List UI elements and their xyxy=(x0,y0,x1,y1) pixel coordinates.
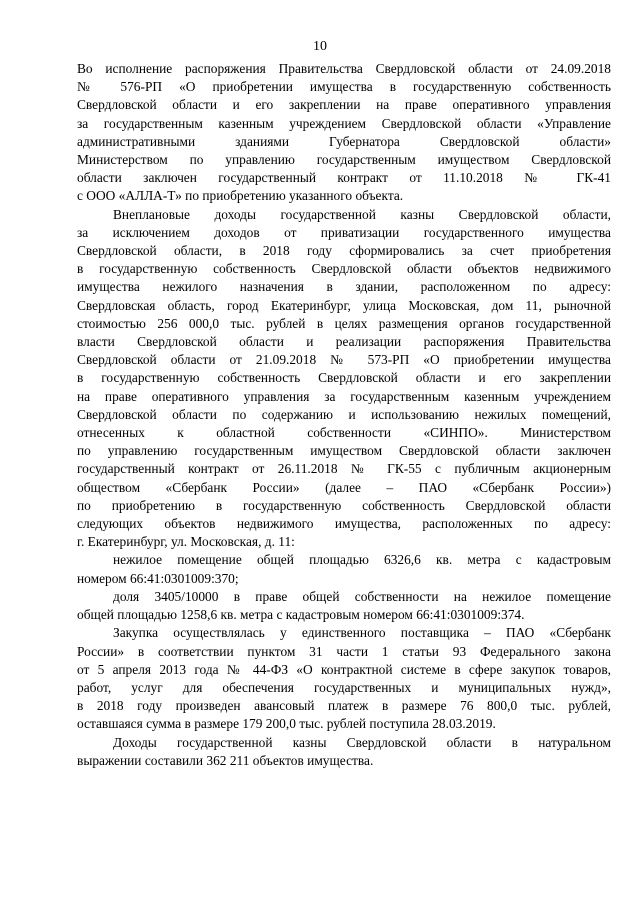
text-line: обществом «Сбербанк России» (далее – ПАО «Сбербанк России») xyxy=(77,479,611,495)
text-line: за исключением доходов от приватизации государственного имущества xyxy=(77,224,611,240)
text-line: административными зданиями Губернатора Свердловской области» xyxy=(77,133,611,149)
page-number: 10 xyxy=(313,39,327,54)
text-line: доля 3405/10000 в праве общей собственности на нежилое помещение xyxy=(113,588,611,604)
text-line: от 5 апреля 2013 года № 44-ФЗ «О контрактной системе в сфере закупок товаров, xyxy=(77,661,611,677)
text-line: общей площадью 1258,6 кв. метра с кадастровым номером 66:41:0301009:374. xyxy=(77,607,525,623)
text-line: Свердловской области от 21.09.2018 № 573-РП «О приобретении имущества xyxy=(77,352,611,368)
text-line: г. Екатеринбург, ул. Московская, д. 11: xyxy=(77,534,295,550)
text-line: следующих объектов недвижимого имущества, расположенных по адресу: xyxy=(77,516,611,532)
text-line: по приобретению в государственную собственность Свердловской области xyxy=(77,497,611,513)
text-line: Во исполнение распоряжения Правительства Свердловской области от 24.09.2018 xyxy=(77,61,611,76)
text-line: в государственную собственность Свердловской области и его закреплении xyxy=(77,370,611,386)
text-line: с ООО «АЛЛА-Т» по приобретению указанного объекта. xyxy=(77,188,404,204)
text-line: № 576-РП «О приобретении имущества в государственную собственность xyxy=(77,79,611,95)
text-line: имущества нежилого назначения в здании, расположенном по адресу: xyxy=(77,279,611,295)
text-line: Свердловская область, город Екатеринбург, улица Московская, дом 11, рыночной xyxy=(77,297,611,313)
text-line: работ, услуг для обеспечения государственных и муниципальных нужд», xyxy=(77,679,611,695)
text-line: нежилое помещение общей площадью 6326,6 кв. метра с кадастровым xyxy=(113,552,611,568)
text-line: в государственную собственность Свердловской области объектов недвижимого xyxy=(77,261,611,277)
text-line: России» в соответствии пунктом 31 части 1 статьи 93 Федерального закона xyxy=(77,643,611,659)
text-line: номером 66:41:0301009:370; xyxy=(77,570,239,586)
text-line: Свердловской области по содержанию и использованию нежилых помещений, xyxy=(77,406,611,422)
text-line: Закупка осуществлялась у единственного поставщика – ПАО «Сбербанк xyxy=(113,625,611,641)
text-line: области заключен государственный контракт от 11.10.2018 № ГК-41 xyxy=(77,170,611,186)
text-line: Свердловской области и его закреплении на праве оперативного управления xyxy=(77,97,611,113)
text-line: отнесенных к областной собственности «СИНПО». Министерством xyxy=(77,425,611,441)
text-line: Министерством по управлению государственным имуществом Свердловской xyxy=(77,152,611,168)
text-line: в 2018 году произведен авансовый платеж в размере 76 800,0 тыс. рублей, xyxy=(77,698,611,714)
text-line: за государственным казенным учреждением Свердловской области «Управление xyxy=(77,115,611,131)
text-line: на праве оперативного управления за государственным казенным учреждением xyxy=(77,388,611,404)
text-line: Доходы государственной казны Свердловской области в натуральном xyxy=(113,734,611,750)
text-line: Свердловской области, в 2018 году сформировались за счет приобретения xyxy=(77,243,611,259)
text-line: по управлению государственным имуществом Свердловской области заключен xyxy=(77,443,611,459)
document-body xyxy=(77,60,611,770)
text-line: государственный контракт от 26.11.2018 № ГК-55 с публичным акционерным xyxy=(77,461,611,477)
text-line: оставшаяся сумма в размере 179 200,0 тыс. рублей поступила 28.03.2019. xyxy=(77,716,496,732)
text-line: Внеплановые доходы государственной казны Свердловской области, xyxy=(113,206,611,222)
text-line: власти Свердловской области и реализации распоряжения Правительства xyxy=(77,334,611,350)
text-line: выражении составили 362 211 объектов имущества. xyxy=(77,752,374,768)
text-line: стоимостью 256 000,0 тыс. рублей в целях размещения органов государственной xyxy=(77,315,611,331)
